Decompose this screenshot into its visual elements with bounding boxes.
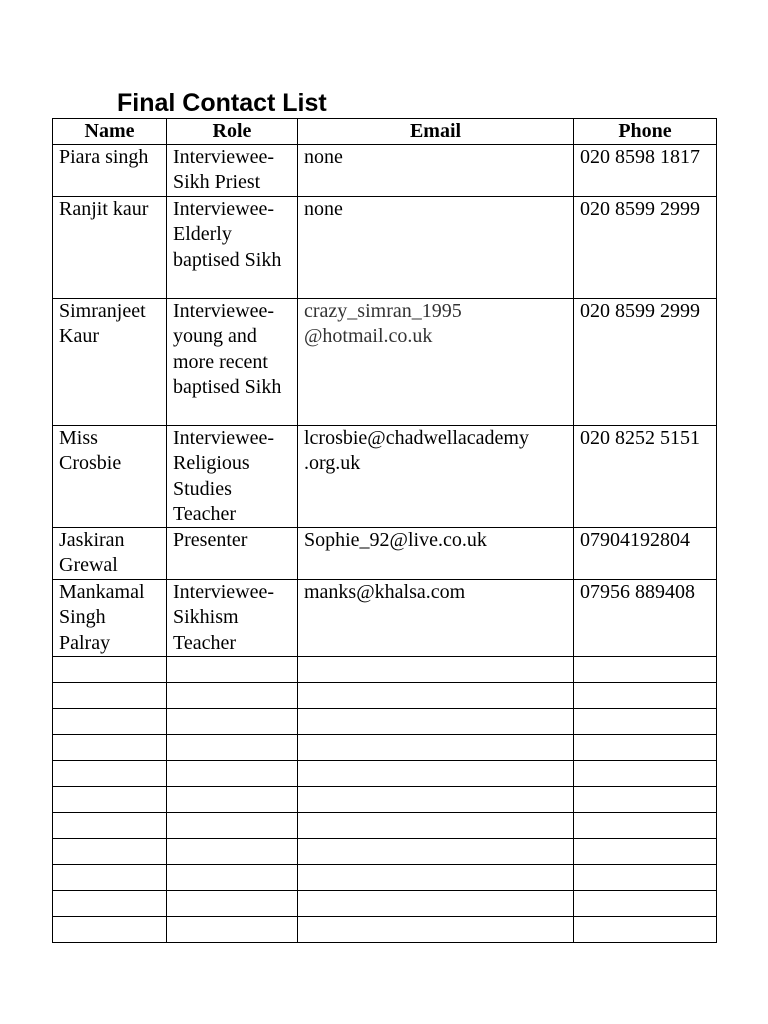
cell-name bbox=[53, 657, 167, 683]
header-phone: Phone bbox=[574, 119, 717, 145]
cell-name: Miss Crosbie bbox=[53, 426, 167, 528]
cell-name bbox=[53, 683, 167, 709]
cell-role: Interviewee- Sikh Priest bbox=[167, 145, 298, 197]
table-row bbox=[53, 426, 717, 528]
table-row bbox=[53, 580, 717, 657]
cell-phone bbox=[574, 657, 717, 683]
cell-email bbox=[298, 813, 574, 839]
cell-email: crazy_simran_1995 @hotmail.co.uk bbox=[298, 299, 574, 426]
table-row bbox=[53, 299, 717, 426]
cell-role: Presenter bbox=[167, 528, 298, 580]
cell-email: lcrosbie@chadwellacademy .org.uk bbox=[298, 426, 574, 528]
cell-name bbox=[53, 735, 167, 761]
cell-phone bbox=[574, 683, 717, 709]
cell-phone bbox=[574, 787, 717, 813]
cell-email bbox=[298, 709, 574, 735]
cell-role bbox=[167, 735, 298, 761]
cell-name: Piara singh bbox=[53, 145, 167, 197]
cell-email bbox=[298, 657, 574, 683]
cell-role: Interviewee- Elderly baptised Sikh bbox=[167, 197, 298, 299]
table-row bbox=[53, 197, 717, 299]
cell-phone: 020 8599 2999 bbox=[574, 299, 717, 426]
cell-phone bbox=[574, 917, 717, 943]
cell-role: Interviewee- young and more recent baptised Sikh bbox=[167, 299, 298, 426]
cell-phone bbox=[574, 761, 717, 787]
cell-role bbox=[167, 709, 298, 735]
empty-table-row bbox=[53, 735, 717, 761]
cell-role bbox=[167, 761, 298, 787]
cell-phone bbox=[574, 735, 717, 761]
empty-table-row bbox=[53, 787, 717, 813]
cell-email: none bbox=[298, 145, 574, 197]
empty-table-row bbox=[53, 917, 717, 943]
empty-table-row bbox=[53, 761, 717, 787]
empty-table-row bbox=[53, 709, 717, 735]
empty-table-row bbox=[53, 683, 717, 709]
cell-role bbox=[167, 787, 298, 813]
empty-rows bbox=[53, 657, 717, 943]
cell-name bbox=[53, 709, 167, 735]
empty-table-row bbox=[53, 839, 717, 865]
document-title: Final Contact List bbox=[117, 89, 327, 117]
cell-email bbox=[298, 787, 574, 813]
cell-email bbox=[298, 891, 574, 917]
cell-role bbox=[167, 657, 298, 683]
table-header-row bbox=[53, 119, 717, 145]
cell-role bbox=[167, 917, 298, 943]
cell-role bbox=[167, 813, 298, 839]
empty-table-row bbox=[53, 891, 717, 917]
cell-phone: 020 8252 5151 bbox=[574, 426, 717, 528]
cell-name: Ranjit kaur bbox=[53, 197, 167, 299]
cell-phone: 07956 889408 bbox=[574, 580, 717, 657]
table-row bbox=[53, 145, 717, 197]
cell-email bbox=[298, 761, 574, 787]
header-role: Role bbox=[167, 119, 298, 145]
cell-phone bbox=[574, 839, 717, 865]
cell-role: Interviewee- Sikhism Teacher bbox=[167, 580, 298, 657]
cell-role bbox=[167, 891, 298, 917]
cell-email bbox=[298, 839, 574, 865]
empty-table-row bbox=[53, 865, 717, 891]
cell-name bbox=[53, 865, 167, 891]
cell-phone: 020 8599 2999 bbox=[574, 197, 717, 299]
cell-name bbox=[53, 891, 167, 917]
cell-phone: 020 8598 1817 bbox=[574, 145, 717, 197]
cell-phone bbox=[574, 709, 717, 735]
cell-phone bbox=[574, 865, 717, 891]
cell-name bbox=[53, 917, 167, 943]
cell-name: Simranjeet Kaur bbox=[53, 299, 167, 426]
table-row bbox=[53, 528, 717, 580]
empty-table-row bbox=[53, 813, 717, 839]
cell-name bbox=[53, 839, 167, 865]
cell-name bbox=[53, 761, 167, 787]
cell-name: Jaskiran Grewal bbox=[53, 528, 167, 580]
cell-email bbox=[298, 865, 574, 891]
cell-email bbox=[298, 735, 574, 761]
contact-table bbox=[52, 118, 717, 943]
cell-phone bbox=[574, 891, 717, 917]
header-email: Email bbox=[298, 119, 574, 145]
cell-email: none bbox=[298, 197, 574, 299]
cell-email: manks@khalsa.com bbox=[298, 580, 574, 657]
cell-role bbox=[167, 683, 298, 709]
cell-name: Mankamal Singh Palray bbox=[53, 580, 167, 657]
cell-email bbox=[298, 917, 574, 943]
cell-phone bbox=[574, 813, 717, 839]
cell-phone: 07904192804 bbox=[574, 528, 717, 580]
cell-role bbox=[167, 839, 298, 865]
cell-name bbox=[53, 813, 167, 839]
cell-email bbox=[298, 683, 574, 709]
empty-table-row bbox=[53, 657, 717, 683]
cell-email: Sophie_92@live.co.uk bbox=[298, 528, 574, 580]
cell-role bbox=[167, 865, 298, 891]
cell-role: Interviewee- Religious Studies Teacher bbox=[167, 426, 298, 528]
header-name: Name bbox=[53, 119, 167, 145]
cell-name bbox=[53, 787, 167, 813]
